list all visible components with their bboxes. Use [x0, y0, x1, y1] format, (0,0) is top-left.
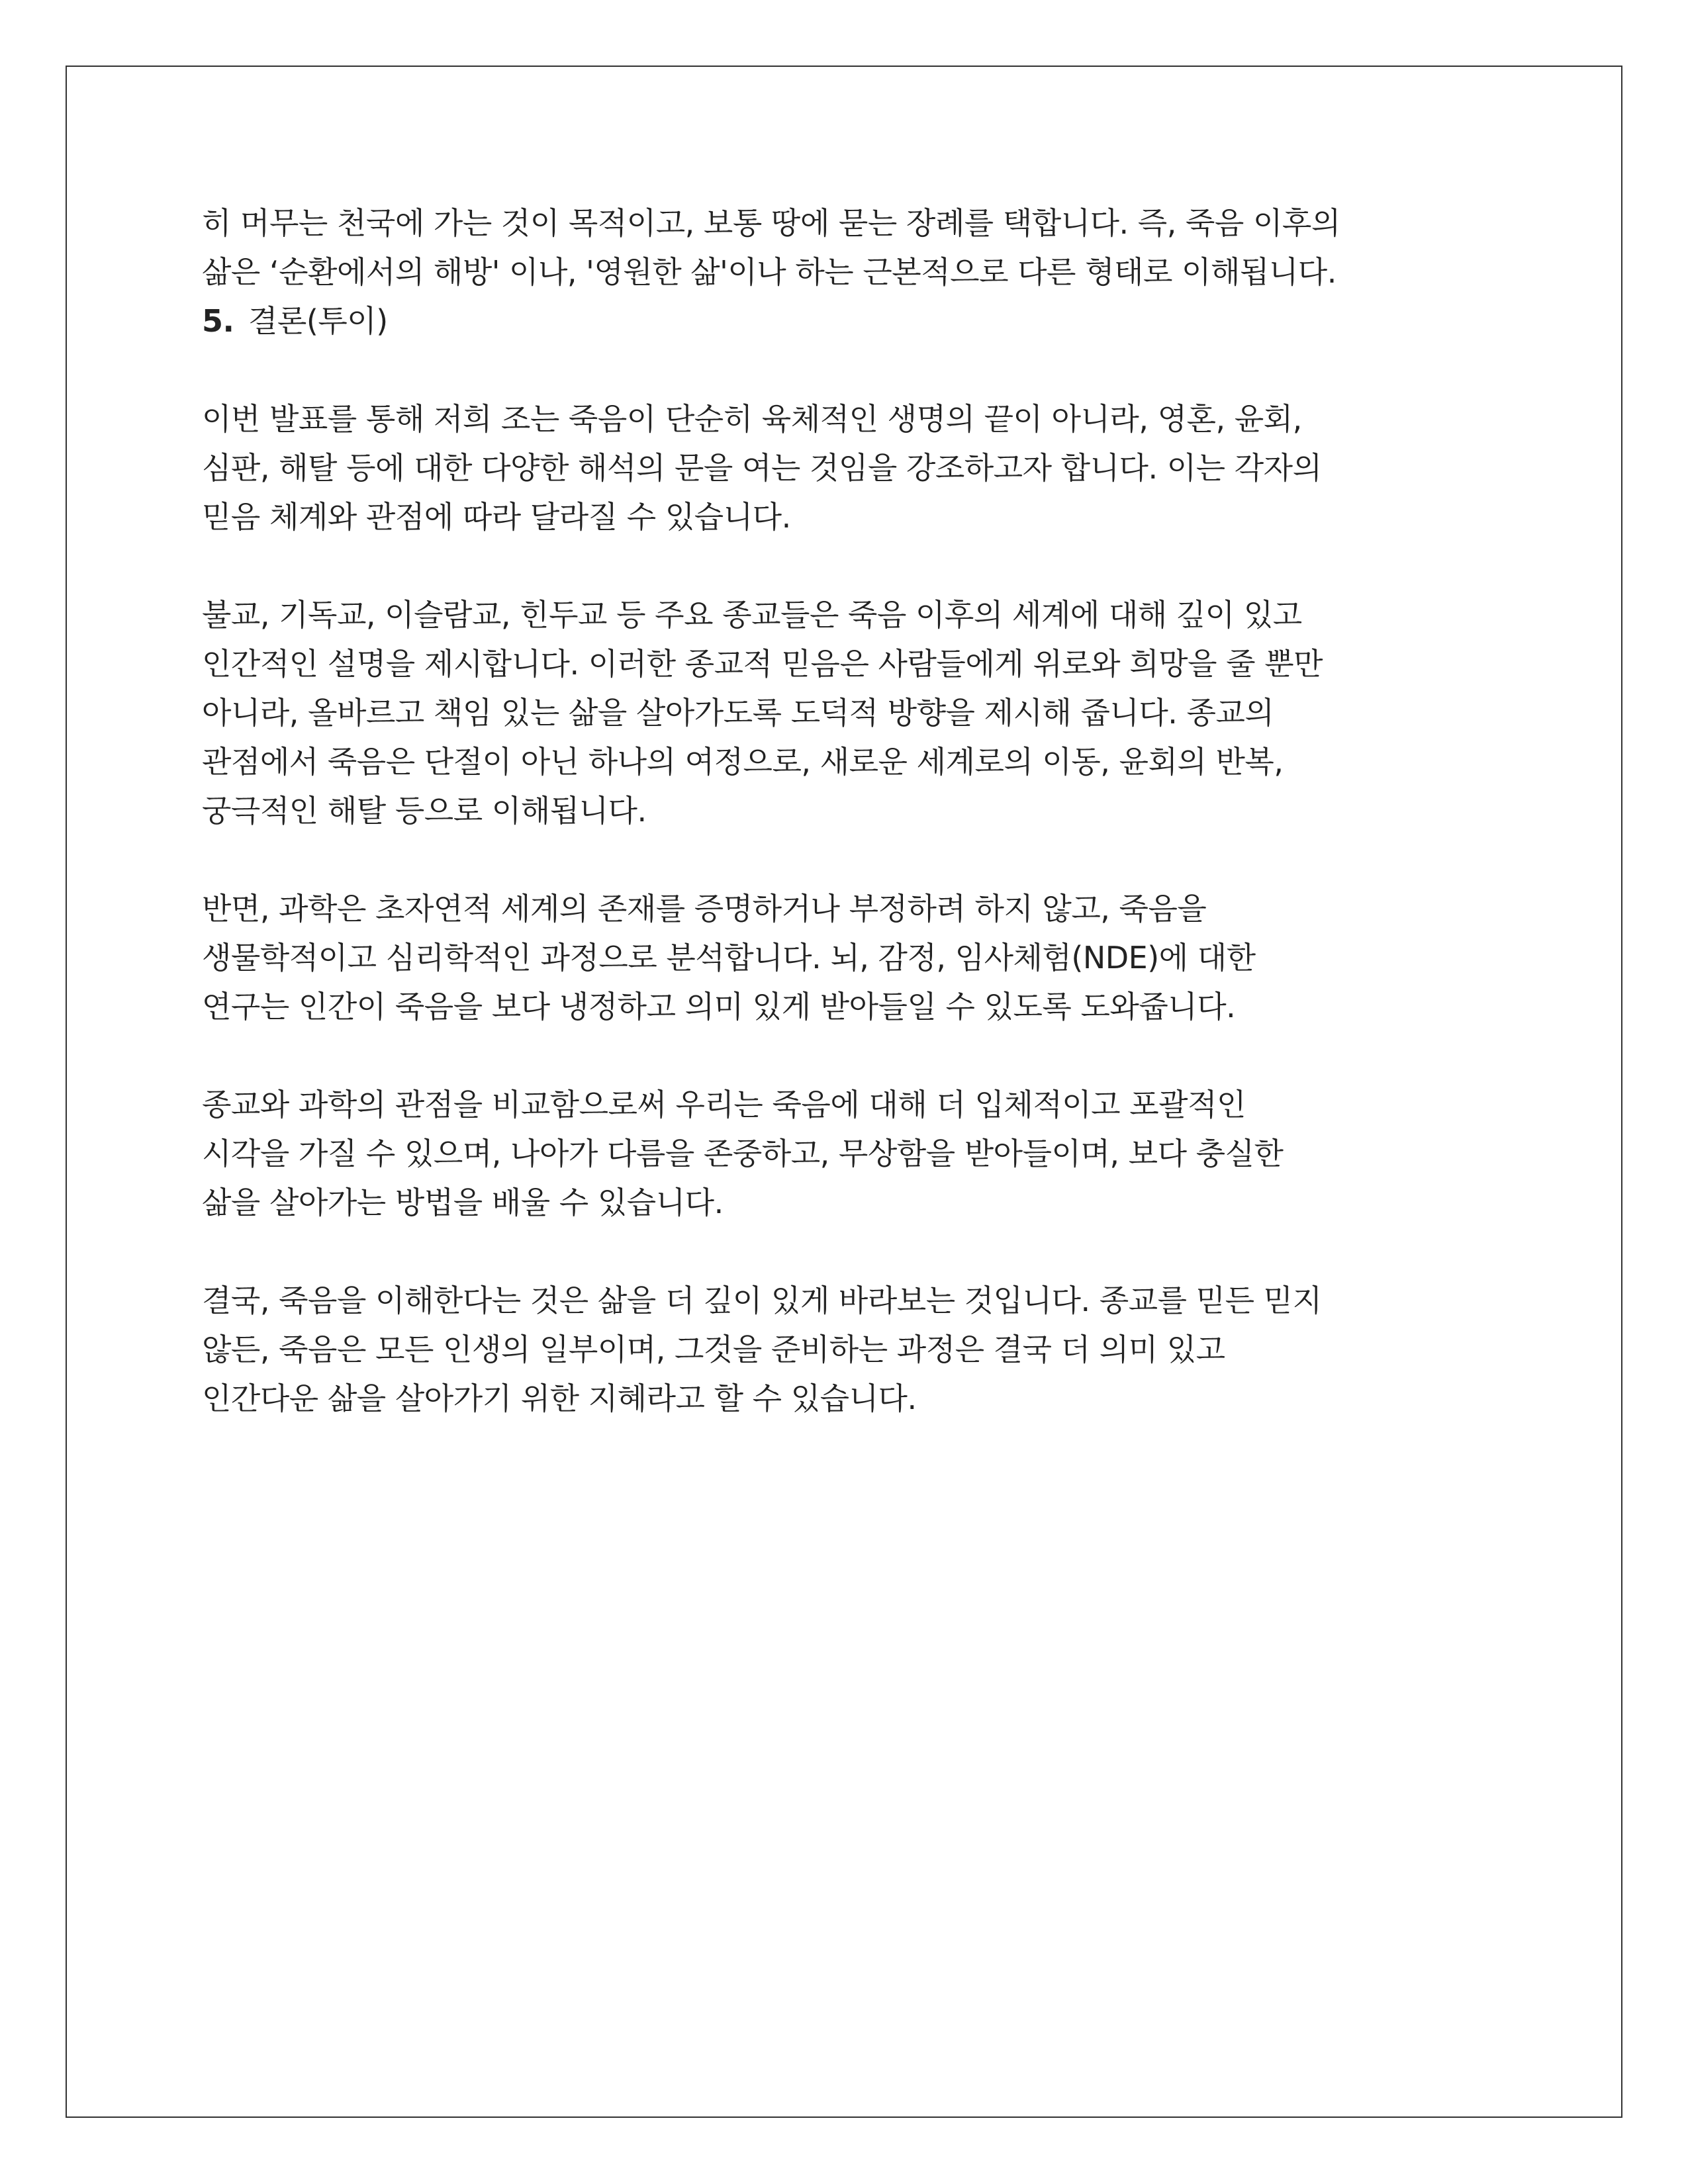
text-line: 인간다운 삶을 살아가기 위한 지혜라고 할 수 있습니다.: [202, 1381, 917, 1416]
text-line: 불교, 기독교, 이슬람교, 힌두교 등 주요 종교들은 죽음 이후의 세계에 대해 깊이 있고: [202, 597, 1302, 633]
text-line: 삶을 살아가는 방법을 배울 수 있습니다.: [202, 1185, 724, 1220]
intro-paragraph: [202, 199, 1499, 296]
paragraph-1: [202, 394, 1499, 541]
text-line: 결국, 죽음을 이해한다는 것은 삶을 더 깊이 있게 바라보는 것입니다. 종교를 믿든 믿지: [202, 1283, 1322, 1318]
paragraph-2: [202, 590, 1499, 835]
paragraph-5: [202, 1276, 1499, 1423]
paragraph-4: [202, 1080, 1499, 1227]
section-number: 5.: [202, 303, 234, 339]
text-line: 히 머무는 천국에 가는 것이 목적이고, 보통 땅에 묻는 장례를 택합니다. 즉, 죽음 이후의: [202, 205, 1340, 241]
text-line: 심판, 해탈 등에 대한 다양한 해석의 문을 여는 것임을 강조하고자 합니다. 이는 각자의: [202, 450, 1322, 486]
section-heading: [202, 296, 1499, 345]
text-line: 인간적인 설명을 제시합니다. 이러한 종교적 믿음은 사람들에게 위로와 희망을 줄 뿐만: [202, 646, 1323, 682]
section-title: 결론(투이): [248, 303, 388, 339]
text-line: 아니라, 올바르고 책임 있는 삶을 살아가도록 도덕적 방향을 제시해 줍니다. 종교의: [202, 695, 1274, 731]
text-line: 믿음 체계와 관점에 따라 달라질 수 있습니다.: [202, 499, 791, 535]
text-line: 연구는 인간이 죽음을 보다 냉정하고 의미 있게 받아들일 수 있도록 도와줍니다.: [202, 989, 1236, 1024]
text-line: 관점에서 죽음은 단절이 아닌 하나의 여정으로, 새로운 세계로의 이동, 윤회의 반복,: [202, 744, 1284, 780]
paragraph-3: [202, 884, 1499, 1031]
text-line: 종교와 과학의 관점을 비교함으로써 우리는 죽음에 대해 더 입체적이고 포괄적인: [202, 1087, 1246, 1122]
text-line: 않든, 죽음은 모든 인생의 일부이며, 그것을 준비하는 과정은 결국 더 의미 있고: [202, 1332, 1225, 1367]
document-body: [202, 199, 1499, 1423]
text-line: 반면, 과학은 초자연적 세계의 존재를 증명하거나 부정하려 하지 않고, 죽음을: [202, 891, 1207, 927]
text-line: 궁극적인 해탈 등으로 이해됩니다.: [202, 793, 647, 829]
text-line: 시각을 가질 수 있으며, 나아가 다름을 존중하고, 무상함을 받아들이며, 보다 충실한: [202, 1136, 1284, 1171]
text-line: 삶은 ‘순환에서의 해방' 이나, '영원한 삶'이나 하는 근본적으로 다른 형태로 이해됩니다.: [202, 254, 1336, 290]
text-line: 이번 발표를 통해 저희 조는 죽음이 단순히 육체적인 생명의 끝이 아니라, 영혼, 윤회,: [202, 401, 1302, 437]
text-line: 생물학적이고 심리학적인 과정으로 분석합니다. 뇌, 감정, 임사체험(NDE)에 대한: [202, 940, 1256, 976]
